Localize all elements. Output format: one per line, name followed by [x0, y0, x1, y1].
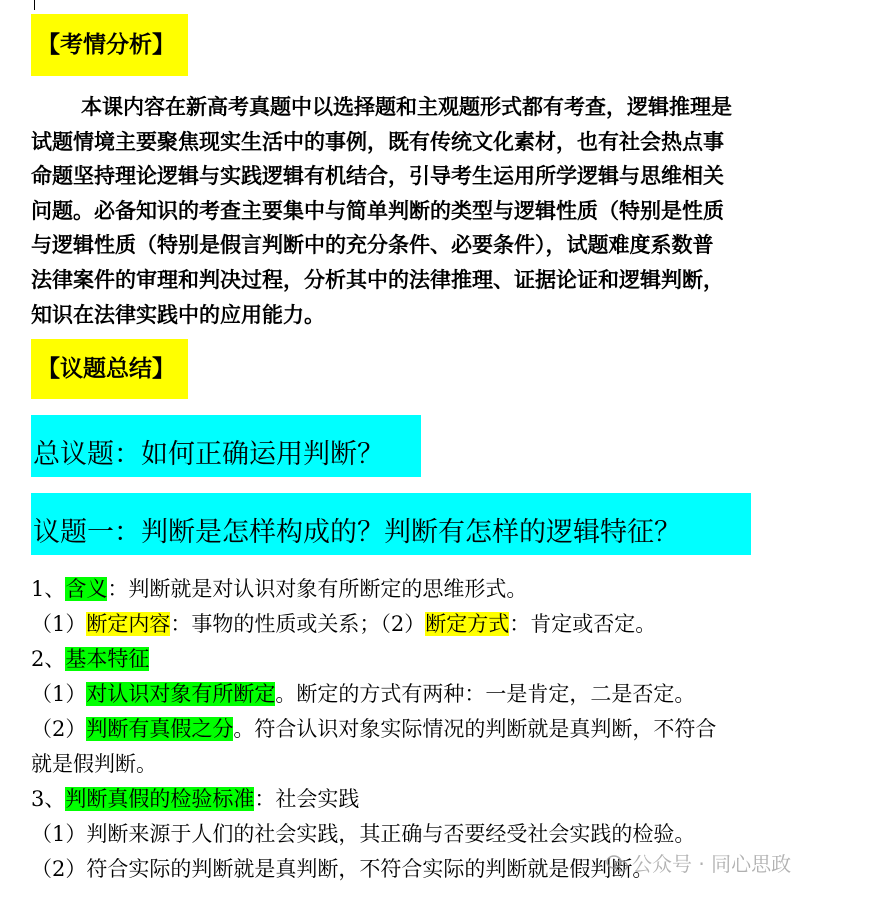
item-verification-2: （2）符合实际的判断就是真判断，不符合实际的判断就是假判断。: [31, 857, 654, 881]
item-feature-2: [31, 712, 875, 747]
item-text: 。断定的方式有两种：一是肯定，二是否定。: [275, 682, 696, 706]
item-text: ：社会实践: [254, 787, 360, 811]
item-number: 1、: [31, 577, 66, 601]
watermark: [606, 848, 791, 877]
topic-one-content: [31, 572, 875, 887]
paragraph-line: 问题。必备知识的考查主要集中与简单判断的类型与逻辑性质（特别是性质: [31, 198, 724, 223]
main-topic-heading: 总议题：如何正确运用判断？: [31, 415, 421, 477]
item-number: 3、: [31, 787, 66, 811]
item-verification-standard: [31, 782, 875, 817]
keyword-content: 断定内容: [86, 612, 171, 636]
topic-one-heading: 议题一：判断是怎样构成的？判断有怎样的逻辑特征？: [31, 493, 751, 555]
watermark-text: 公众号 · 同心思政: [632, 852, 792, 876]
exam-analysis-paragraph: [31, 90, 875, 332]
item-feature-2-cont: 就是假判断。: [31, 752, 157, 776]
keyword-basic-features: 基本特征: [65, 647, 150, 671]
section-tag-topic-summary: 【议题总结】: [31, 339, 188, 399]
text-cursor: [34, 0, 35, 10]
item-meaning: [31, 572, 875, 607]
section-tag-exam-analysis: 【考情分析】: [31, 14, 188, 76]
paragraph-line: 知识在法律实践中的应用能力。: [31, 302, 325, 327]
item-basic-features: [31, 642, 875, 677]
keyword-true-false: 判断有真假之分: [86, 717, 234, 741]
wechat-icon: [606, 855, 628, 873]
paragraph-line: 试题情境主要聚焦现实生活中的事例，既有传统文化素材，也有社会热点事: [31, 129, 724, 154]
item-text: ：事物的性质或关系；: [170, 612, 381, 636]
paragraph-line: 本课内容在新高考真题中以选择题和主观题形式都有考查，逻辑推理是: [81, 95, 732, 119]
item-text: 。符合认识对象实际情况的判断就是真判断，不符合: [233, 717, 717, 741]
paragraph-line: 命题坚持理论逻辑与实践逻辑有机结合，引导考生运用所学逻辑与思维相关: [31, 164, 724, 189]
keyword-verification: 判断真假的检验标准: [65, 787, 255, 811]
paragraph-line: 与逻辑性质（特别是假言判断中的充分条件、必要条件），试题难度系数普: [31, 233, 714, 258]
item-text: ：肯定或否定。: [509, 612, 657, 636]
keyword-assertion: 对认识对象有所断定: [86, 682, 276, 706]
item-number: （1）: [31, 612, 87, 636]
item-text: ：判断就是对认识对象有所断定的思维形式。: [107, 577, 528, 601]
paragraph-line: 法律案件的审理和判决过程，分析其中的法律推理、证据论证和逻辑判断，: [31, 267, 724, 292]
keyword-meaning: 含义: [65, 577, 108, 601]
item-number: （1）: [31, 682, 87, 706]
item-meaning-details: [31, 607, 875, 642]
item-number: （2）: [31, 717, 87, 741]
item-feature-1: [31, 677, 875, 712]
item-verification-1: （1）判断来源于人们的社会实践，其正确与否要经受社会实践的检验。: [31, 822, 696, 846]
item-number: 2、: [31, 647, 66, 671]
keyword-method: 断定方式: [425, 612, 510, 636]
item-number: （2）: [380, 612, 426, 636]
